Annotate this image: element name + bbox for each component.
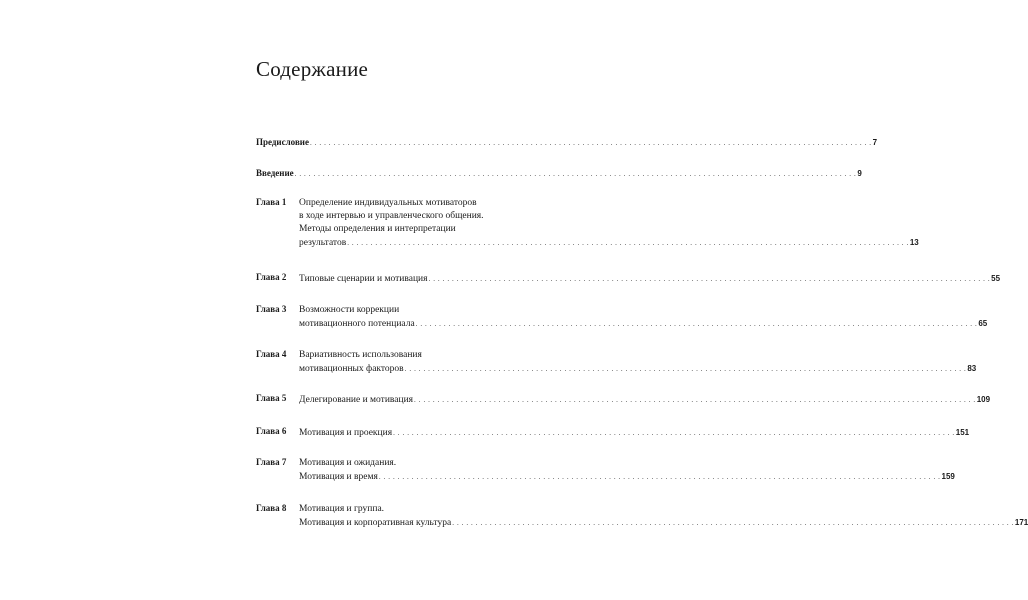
page-number: 13 [909, 238, 919, 247]
entry-title [299, 393, 991, 406]
entry-leader-line [299, 393, 991, 406]
dot-leader: . . . . . . . . . . . . . . . . . . . . . . . . . . . . . . . . . . . . . . . . . . . . . . . . . . . . . . . . . . . . . . . . . . . . . . . . . . . . . . . . . . . . . . . . . . . . . . . . . . . . . . . . . . . . . . . . . . . . . . . . [294, 170, 857, 178]
entry-leader-line [299, 317, 988, 330]
chapter-label: Глава 7 [256, 457, 287, 467]
page-number: 151 [955, 428, 970, 437]
page-number: 9 [857, 169, 862, 178]
chapter-label: Глава 3 [256, 304, 287, 314]
entry-title [299, 457, 955, 483]
entry-title [299, 503, 1028, 529]
entry-leader-line [256, 136, 878, 149]
chapter-label: Глава 6 [256, 426, 287, 436]
chapter-label: Глава 2 [256, 272, 287, 282]
dot-leader: . . . . . . . . . . . . . . . . . . . . . . . . . . . . . . . . . . . . . . . . . . . . . . . . . . . . . . . . . . . . . . . . . . . . . . . . . . . . . . . . . . . . . . . . . . . . . . . . . . . . . . . . . . . . . . . . . . . . . . . . [415, 320, 978, 328]
chapter-label: Глава 8 [256, 503, 287, 513]
dot-leader: . . . . . . . . . . . . . . . . . . . . . . . . . . . . . . . . . . . . . . . . . . . . . . . . . . . . . . . . . . . . . . . . . . . . . . . . . . . . . . . . . . . . . . . . . . . . . . . . . . . . . . . . . . . . . . . . . . . . . . . . [393, 429, 955, 437]
entry-title [299, 304, 988, 330]
dot-leader: . . . . . . . . . . . . . . . . . . . . . . . . . . . . . . . . . . . . . . . . . . . . . . . . . . . . . . . . . . . . . . . . . . . . . . . . . . . . . . . . . . . . . . . . . . . . . . . . . . . . . . . . . . . . . . . . . . . . . . . . [347, 239, 909, 247]
chapter-label: Глава 5 [256, 393, 287, 403]
entry-title [256, 167, 862, 180]
entry-title-last-line: Предисловие [256, 137, 309, 147]
page-number: 109 [976, 395, 991, 404]
entry-title-last-line: мотивационных факторов [299, 364, 404, 374]
entry-leader-line [299, 426, 970, 439]
page-title: Содержание [256, 57, 369, 81]
entry-leader-line [299, 362, 977, 375]
page-number: 55 [991, 274, 1001, 283]
entry-title-last-line: Мотивация и время [299, 472, 378, 482]
dot-leader: . . . . . . . . . . . . . . . . . . . . . . . . . . . . . . . . . . . . . . . . . . . . . . . . . . . . . . . . . . . . . . . . . . . . . . . . . . . . . . . . . . . . . . . . . . . . . . . . . . . . . . . . . . . . . . . . . . . . . . . . [378, 473, 941, 481]
entry-title-last-line: Делегирование и мотивация [299, 395, 414, 405]
chapter-label: Глава 1 [256, 197, 287, 207]
entry-title-line: Вариативность использования [299, 350, 422, 360]
page-number: 7 [872, 138, 878, 147]
entry-title-last-line: Типовые сценарии и мотивация [299, 274, 428, 284]
page-number: 159 [941, 472, 955, 481]
chapter-label: Глава 4 [256, 349, 287, 359]
entry-title [299, 349, 977, 375]
entry-leader-line [299, 272, 1001, 285]
entry-title-line: Методы определения и интерпретации [299, 224, 456, 234]
entry-leader-line [299, 470, 955, 483]
entry-title [299, 197, 919, 249]
entry-title-last-line: Мотивация и корпоративная культура [299, 518, 452, 528]
entry-title-last-line: мотивационного потенциала [299, 319, 415, 329]
dot-leader: . . . . . . . . . . . . . . . . . . . . . . . . . . . . . . . . . . . . . . . . . . . . . . . . . . . . . . . . . . . . . . . . . . . . . . . . . . . . . . . . . . . . . . . . . . . . . . . . . . . . . . . . . . . . . . . . . . . . . . . . [428, 275, 991, 283]
entry-title [256, 136, 878, 149]
entry-leader-line [299, 516, 1028, 529]
page-number: 83 [967, 364, 977, 373]
dot-leader: . . . . . . . . . . . . . . . . . . . . . . . . . . . . . . . . . . . . . . . . . . . . . . . . . . . . . . . . . . . . . . . . . . . . . . . . . . . . . . . . . . . . . . . . . . . . . . . . . . . . . . . . . . . . . . . . . . . . . . . . [414, 396, 976, 404]
entry-leader-line [256, 167, 862, 180]
dot-leader: . . . . . . . . . . . . . . . . . . . . . . . . . . . . . . . . . . . . . . . . . . . . . . . . . . . . . . . . . . . . . . . . . . . . . . . . . . . . . . . . . . . . . . . . . . . . . . . . . . . . . . . . . . . . . . . . . . . . . . . . [452, 519, 1014, 527]
entry-leader-line [299, 236, 919, 249]
entry-title-last-line: Мотивация и проекция [299, 428, 393, 438]
page-number: 65 [978, 319, 988, 328]
dot-leader: . . . . . . . . . . . . . . . . . . . . . . . . . . . . . . . . . . . . . . . . . . . . . . . . . . . . . . . . . . . . . . . . . . . . . . . . . . . . . . . . . . . . . . . . . . . . . . . . . . . . . . . . . . . . . . . . . . . . . . . . [404, 365, 967, 373]
entry-title-line: Мотивация и группа. [299, 504, 385, 514]
dot-leader: . . . . . . . . . . . . . . . . . . . . . . . . . . . . . . . . . . . . . . . . . . . . . . . . . . . . . . . . . . . . . . . . . . . . . . . . . . . . . . . . . . . . . . . . . . . . . . . . . . . . . . . . . . . . . . . . . . . . . . . . [309, 139, 872, 147]
page-number: 171 [1014, 518, 1028, 527]
entry-title-last-line: результатов [299, 238, 347, 248]
entry-title [299, 426, 970, 439]
entry-title-last-line: Введение [256, 168, 294, 178]
entry-title [299, 272, 1001, 285]
entry-title-line: Определение индивидуальных мотиваторов [299, 198, 477, 208]
entry-title-line: в ходе интервью и управленческого общения. [299, 211, 484, 221]
entry-title-line: Мотивация и ожидания. [299, 458, 397, 468]
entry-title-line: Возможности коррекции [299, 305, 400, 315]
